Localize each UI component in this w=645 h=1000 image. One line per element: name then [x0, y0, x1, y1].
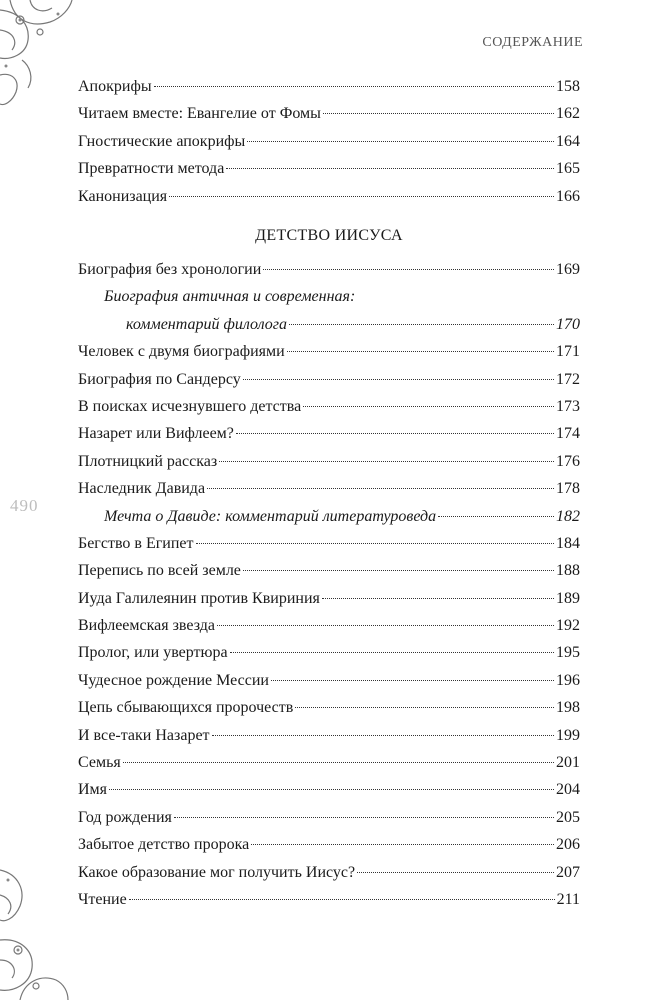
dot-leader [287, 351, 554, 352]
toc-entry[interactable] [78, 776, 580, 803]
dot-leader [123, 762, 554, 763]
toc-entry[interactable] [78, 831, 580, 858]
toc-entry-title: Пролог, или увертюра [78, 644, 228, 662]
dot-leader [174, 817, 554, 818]
toc-entry[interactable] [78, 722, 580, 749]
dot-leader [154, 86, 554, 87]
toc-entry-title: И все-таки Назарет [78, 726, 210, 744]
toc-entry-title: Вифлеемская звезда [78, 617, 215, 635]
dot-leader [226, 168, 554, 169]
dot-leader [438, 516, 554, 517]
toc-entry[interactable] [78, 338, 580, 365]
toc-entry[interactable] [78, 73, 580, 100]
dot-leader [271, 680, 554, 681]
toc-entry-page: 170 [556, 315, 580, 333]
toc-entry[interactable] [78, 128, 580, 155]
toc-entry-title: Читаем вместе: Евангелие от Фомы [78, 105, 321, 123]
toc-entry-title: Бегство в Египет [78, 534, 194, 552]
toc-entry-title: Человек с двумя биографиями [78, 343, 285, 361]
toc-entry-page: 178 [556, 480, 580, 498]
toc-entry-title: Биография без хронологии [78, 261, 262, 278]
floral-corner-ornament-icon [0, 0, 80, 110]
toc-entry-page: 164 [556, 132, 580, 150]
running-head: СОДЕРЖАНИЕ [482, 35, 583, 50]
toc-entry[interactable] [78, 311, 580, 338]
toc-entry-title: Цепь сбывающихся пророчеств [78, 699, 294, 717]
toc-entry-title: Превратности метода [78, 160, 225, 178]
toc-entry-title: Назарет или Вифлеем? [78, 425, 234, 443]
dot-leader [322, 598, 554, 599]
toc-entry-title: Биография по Сандерсу [78, 370, 241, 388]
page-number: 490 [10, 496, 39, 515]
toc-entry[interactable] [78, 448, 580, 475]
dot-leader [219, 461, 554, 462]
toc-entry[interactable] [78, 155, 580, 182]
toc-entry[interactable] [78, 804, 580, 831]
toc-entry-title: Чтение [78, 890, 127, 908]
dot-leader [243, 379, 554, 380]
toc-entry-title: Гностические апокрифы [78, 132, 246, 150]
toc-entry-page: 165 [556, 160, 580, 178]
dot-leader [212, 735, 554, 736]
dot-leader [263, 269, 554, 270]
toc-entry-page: 162 [556, 105, 580, 123]
toc-entry-page: 205 [556, 808, 580, 826]
section-heading: ДЕТСТВО ИИСУСА [255, 227, 403, 244]
toc-entry-page: 211 [556, 890, 580, 908]
toc-entry[interactable] [78, 183, 580, 210]
toc-entry-page: 204 [556, 781, 580, 799]
dot-leader [196, 543, 555, 544]
toc-section-2 [78, 256, 580, 913]
toc-entry[interactable] [78, 256, 580, 283]
toc-entry-page: 169 [556, 261, 580, 278]
toc-entry-title: Какое образование мог получить Иисус? [78, 863, 356, 881]
toc-entry-page: 184 [556, 534, 580, 552]
dot-leader [247, 141, 554, 142]
toc-entry-page: 176 [556, 452, 580, 470]
toc-entry-page: 182 [556, 507, 580, 525]
floral-corner-ornament-icon [0, 850, 70, 1000]
toc-entry-title: В поисках исчезнувшего детства [78, 397, 302, 415]
toc-section-1 [78, 73, 580, 210]
dot-leader [251, 844, 554, 845]
toc-entry[interactable] [78, 366, 580, 393]
toc-entry[interactable] [78, 530, 580, 557]
toc-entry[interactable] [78, 859, 580, 886]
toc-entry-page: 174 [556, 425, 580, 443]
dot-leader [323, 113, 554, 114]
toc-entry[interactable] [78, 694, 580, 721]
toc-entry[interactable] [78, 100, 580, 127]
toc-entry[interactable] [78, 585, 580, 612]
toc-entry[interactable] [78, 393, 580, 420]
toc-entry-page: 207 [556, 863, 580, 881]
toc-entry[interactable] [78, 749, 580, 776]
toc-entry[interactable] [78, 475, 580, 502]
toc-entry[interactable] [78, 886, 580, 913]
toc-entry-title: Наследник Давида [78, 480, 206, 498]
dot-leader [303, 406, 554, 407]
toc-entry-title: Имя [78, 781, 108, 799]
toc-entry-page: 189 [556, 589, 580, 607]
toc-entry-title: Плотницкий рассказ [78, 452, 218, 470]
toc-entry[interactable] [78, 612, 580, 639]
toc-entry-page: 206 [556, 836, 580, 854]
toc-entry[interactable] [78, 503, 580, 530]
toc-entry-page: 171 [556, 343, 580, 361]
toc-entry-page: 166 [556, 187, 580, 205]
toc-entry-title: Канонизация [78, 187, 168, 205]
toc-entry-page: 192 [556, 617, 580, 635]
toc-entry-title: Семья [78, 754, 121, 772]
dot-leader [217, 625, 554, 626]
dot-leader [169, 196, 554, 197]
toc-entry-title: Год рождения [78, 808, 172, 826]
toc-entry[interactable] [78, 667, 580, 694]
dot-leader [357, 872, 554, 873]
dot-leader [129, 899, 555, 900]
toc-entry[interactable] [78, 557, 580, 584]
toc-entry-title: Мечта о Давиде: комментарий литературоведа [104, 507, 437, 525]
toc-entry-title: Иуда Галилеянин против Квириния [78, 589, 320, 607]
toc-entry-page: 195 [556, 644, 580, 662]
toc-entry-title: Апокрифы [78, 78, 152, 95]
dot-leader [109, 789, 554, 790]
toc-entry-page: 173 [556, 397, 580, 415]
dot-leader [295, 707, 554, 708]
toc-entry-page: 199 [556, 726, 580, 744]
dot-leader [230, 652, 554, 653]
toc-entry[interactable] [78, 420, 580, 447]
toc-entry-page: 158 [556, 78, 580, 95]
toc-entry-title: комментарий филолога [126, 315, 288, 333]
dot-leader [207, 488, 554, 489]
dot-leader [289, 324, 554, 325]
toc-entry[interactable] [78, 639, 580, 666]
dot-leader [243, 570, 554, 571]
toc-entry-title: Чудесное рождение Мессии [78, 671, 269, 689]
commentary-entry-line1[interactable]: Биография античная и современная: [104, 288, 356, 306]
toc-entry-page: 188 [556, 562, 580, 580]
dot-leader [236, 433, 554, 434]
toc-entry-title: Перепись по всей земле [78, 562, 241, 580]
toc-entry-page: 172 [556, 370, 580, 388]
toc-entry-page: 198 [556, 699, 580, 717]
toc-entry-page: 201 [556, 754, 580, 772]
toc-entry-page: 196 [556, 671, 580, 689]
toc-entry-title: Забытое детство пророка [78, 836, 250, 854]
